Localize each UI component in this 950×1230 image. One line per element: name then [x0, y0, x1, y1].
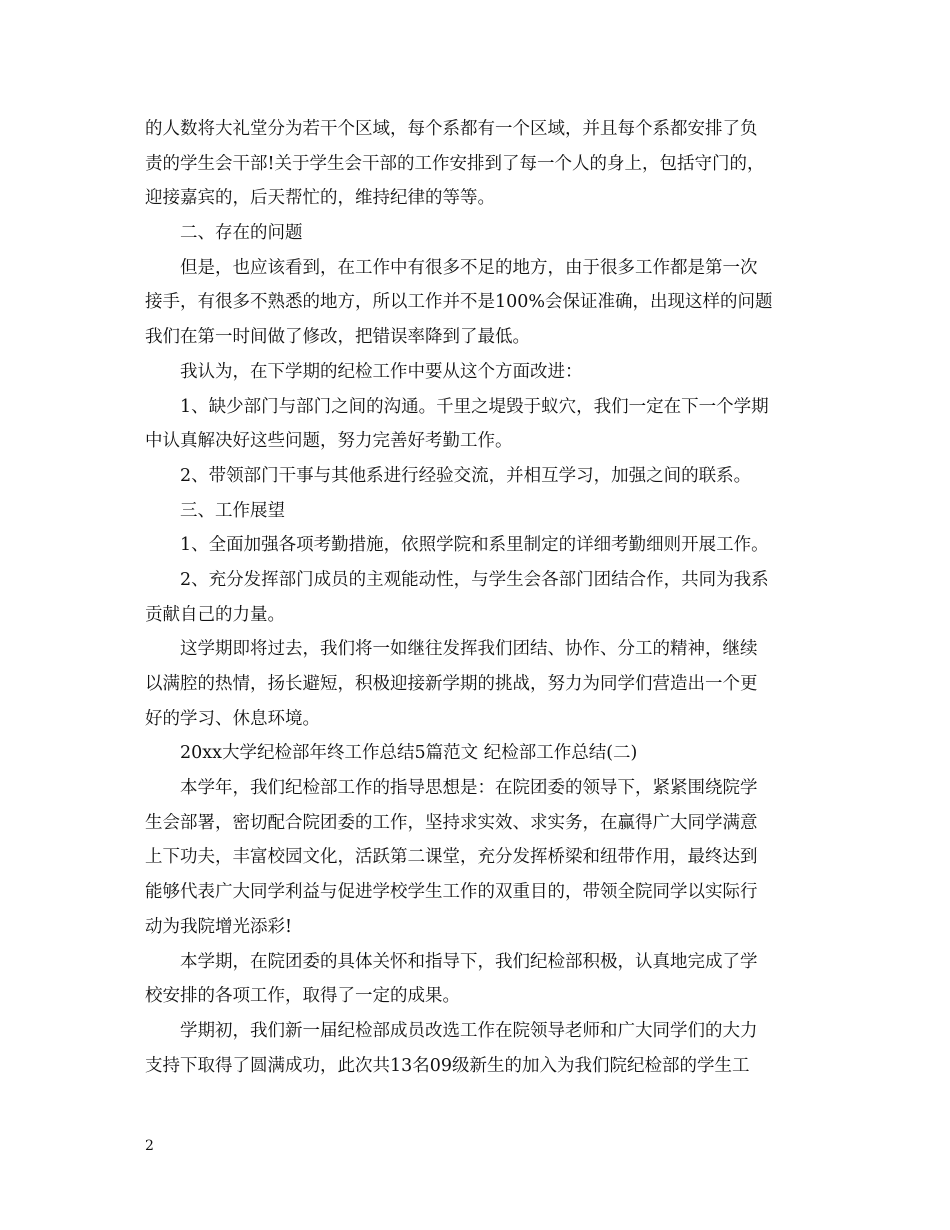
text-line: 我们在第一时间做了修改，把错误率降到了最低。	[145, 327, 530, 348]
text-line: 动为我院增光添彩!	[145, 916, 293, 937]
text-line: 2、充分发挥部门成员的主观能动性，与学生会各部门团结合作，共同为我系	[180, 569, 769, 590]
page-number: 2	[145, 1138, 154, 1154]
text-line: 好的学习、休息环境。	[145, 708, 320, 729]
text-line: 中认真解决好这些问题，努力完善好考勤工作。	[145, 431, 513, 452]
text-line: 上下功夫，丰富校园文化，活跃第二课堂，充分发挥桥梁和纽带作用，最终达到	[145, 847, 758, 868]
text-line: 学期初，我们新一届纪检部成员改选工作在院领导老师和广大同学们的大力	[180, 1020, 758, 1041]
text-line: 支持下取得了圆满成功，此次共13名09级新生的加入为我们院纪检部的学生工	[145, 1055, 750, 1076]
text-line: 本学期，在院团委的具体关怀和指导下，我们纪检部积极，认真地完成了学	[180, 951, 758, 972]
document-body	[145, 112, 813, 1083]
text-line: 能够代表广大同学利益与促进学校学生工作的双重目的，带领全院同学以实际行	[145, 882, 758, 903]
text-line: 迎接嘉宾的，后天帮忙的，维持纪律的等等。	[145, 188, 495, 209]
text-line: 校安排的各项工作，取得了一定的成果。	[145, 986, 460, 1007]
text-line: 1、缺少部门与部门之间的沟通。千里之堤毁于蚁穴，我们一定在下一个学期	[180, 396, 769, 417]
text-line: 本学年，我们纪检部工作的指导思想是：在院团委的领导下，紧紧围绕院学	[180, 778, 758, 799]
text-line: 2、带领部门干事与其他系进行经验交流，并相互学习，加强之间的联系。	[180, 465, 752, 486]
text-line: 这学期即将过去，我们将一如继往发挥我们团结、协作、分工的精神，继续	[180, 639, 758, 660]
text-line: 以满腔的热情，扬长避短，积极迎接新学期的挑战，努力为同学们营造出一个更	[145, 674, 758, 694]
text-line: 生会部署，密切配合院团委的工作，坚持求实效、求实务，在赢得广大同学满意	[145, 812, 758, 833]
text-line: 责的学生会干部!关于学生会干部的工作安排到了每一个人的身上，包括守门的，	[145, 153, 765, 174]
text-line: 的人数将大礼堂分为若干个区域，每个系都有一个区域，并且每个系都安排了负	[145, 119, 758, 139]
text-line: 我认为，在下学期的纪检工作中要从这个方面改进：	[180, 361, 583, 382]
text-line: 1、全面加强各项考勤措施，依照学院和系里制定的详细考勤细则开展工作。	[180, 535, 769, 556]
text-line: 20xx大学纪检部年终工作总结5篇范文 纪检部工作总结(二)	[180, 743, 638, 764]
text-line: 贡献自己的力量。	[145, 604, 285, 625]
text-line: 二、存在的问题	[180, 223, 303, 244]
text-line: 接手，有很多不熟悉的地方，所以工作并不是100%会保证准确，出现这样的问题	[145, 292, 773, 313]
text-line: 三、工作展望	[180, 500, 285, 521]
text-line: 但是，也应该看到，在工作中有很多不足的地方，由于很多工作都是第一次	[180, 257, 758, 278]
